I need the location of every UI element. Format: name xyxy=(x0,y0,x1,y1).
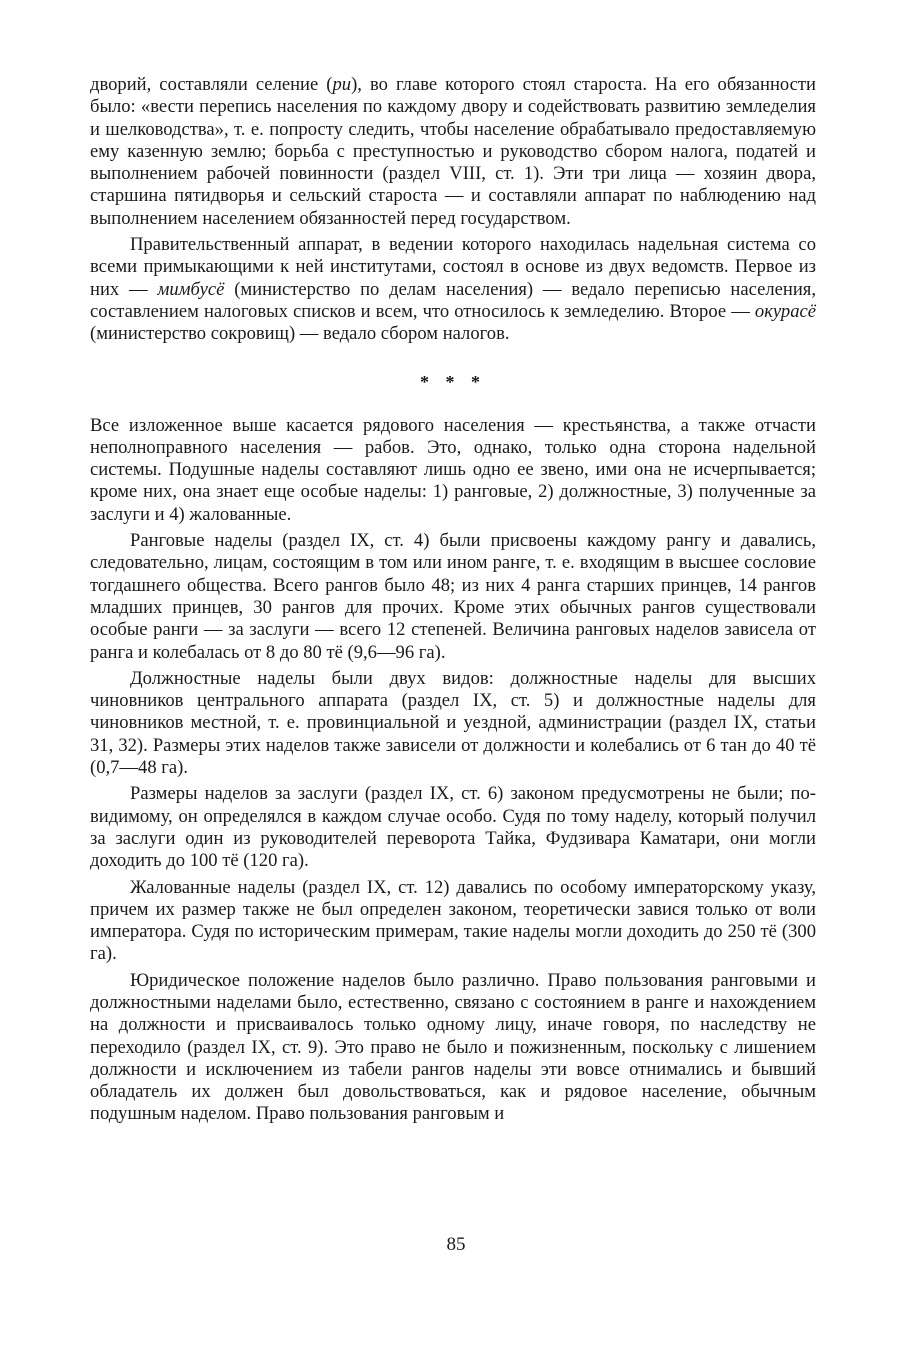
text-run: Правительственный аппарат, в ведении которого находилась надельная система со всеми примыкающими к ней институтами, состоял в основе из двух ведомств. Первое из них — xyxy=(90,234,816,300)
text-run: Размеры наделов за заслуги (раздел IX, ст. 6) законом предусмотрены не были; по-видимому, он определялся в каждом случае особо. Судя по тому наделу, который получил за заслуги один из руководителей переворота Тайка, Фудзивара Каматари, они могли доходить до 100 тё (120 га). xyxy=(90,783,816,872)
paragraph xyxy=(90,74,816,230)
page-body xyxy=(90,74,816,1126)
text-run: ), во главе которого стоял староста. На его обязанности было: «вести перепись населения по каждому двору и содействовать развитию земледелия и шелководства», т. е. попросту следить, чтобы население обрабатывало предоставляемую ему казенную землю; борьба с преступностью и руководство сбором налога, податей и выполнением рабочей повинности (раздел VIII, ст. 1). Эти три лица — хозяин двора, старшина пятидворья и сельский староста — и составляли аппарат по наблюдению над выполнением населением обязанностей перед государством. xyxy=(90,74,816,229)
section-separator: * * * xyxy=(420,371,486,392)
text-run: (министерство по делам населения) — ведало переписью населения, составлением налоговых списков и всем, что относилось к земледелию. Второе — xyxy=(90,278,816,322)
page-number: 85 xyxy=(446,1234,466,1255)
paragraph xyxy=(90,970,816,1126)
paragraph xyxy=(90,415,816,526)
text-block-top xyxy=(90,74,816,346)
italic-term: мимбусё xyxy=(157,278,225,300)
text-run: Должностные наделы были двух видов: должностные наделы для высших чиновников центрального аппарата (раздел IX, ст. 5) и должностные наделы для чиновников местной, т. е. провинциальной и уездной, администрации (раздел IX, статьи 31, 32). Размеры этих наделов также зависели от должности и колебались от 6 тан до 40 тё (0,7—48 га). xyxy=(90,667,816,779)
paragraph xyxy=(90,783,816,872)
italic-term: ри xyxy=(332,74,352,95)
paragraph xyxy=(90,530,816,664)
paragraph xyxy=(90,234,816,345)
text-run: Юридическое положение наделов было различно. Право пользования ранговыми и должностными наделами было, естественно, связано с состоянием в ранге и нахождением на должности и присваивалось только одному лицу, иначе говоря, по наследству не переходило (раздел IX, ст. 9). Это право не было и пожизненным, поскольку с лишением должности и исключением из табели рангов наделы эти вовсе отнимались и бывший обладатель их должен был довольствоваться, как и рядовое население, обычным подушным наделом. Право пользования ранговым и xyxy=(90,969,816,1125)
text-run: Ранговые наделы (раздел IX, ст. 4) были присвоены каждому рангу и давались, следовательно, лицам, состоящим в том или ином ранге, т. е. входящим в высшее сословие тогдашнего общества. Всего рангов было 48; из них 4 ранга старших принцев, 14 рангов младших принцев, 30 рангов для прочих. Кроме этих обычных рангов существовали особые ранги — за заслуги — всего 12 степеней. Величина ранговых наделов зависела от ранга и колебалась от 8 до 80 тё (9,6—96 га). xyxy=(90,530,816,663)
text-block-bottom xyxy=(90,415,816,1126)
text-run: (министерство сокровищ) — ведало сбором налогов. xyxy=(90,323,510,345)
text-run: дворий, составляли селение ( xyxy=(90,74,333,95)
paragraph xyxy=(90,877,816,966)
paragraph xyxy=(90,668,816,779)
text-run: Все изложенное выше касается рядового населения — крестьянства, а также отчасти неполноправного населения — рабов. Это, однако, только одна сторона надельной системы. Подушные наделы составляют лишь одно ее звено, ими она не исчерпывается; кроме них, она знает еще особые наделы: 1) ранговые, 2) должностные, 3) полученные за заслуги и 4) жалованные. xyxy=(90,414,816,525)
italic-term: окурасё xyxy=(754,300,816,322)
text-run: Жалованные наделы (раздел IX, ст. 12) давались по особому императорскому указу, причем их размер также не был определен законом, теоретически завися только от воли императора. Судя по историческим примерам, такие наделы могли доходить до 250 тё (300 га). xyxy=(90,876,816,965)
